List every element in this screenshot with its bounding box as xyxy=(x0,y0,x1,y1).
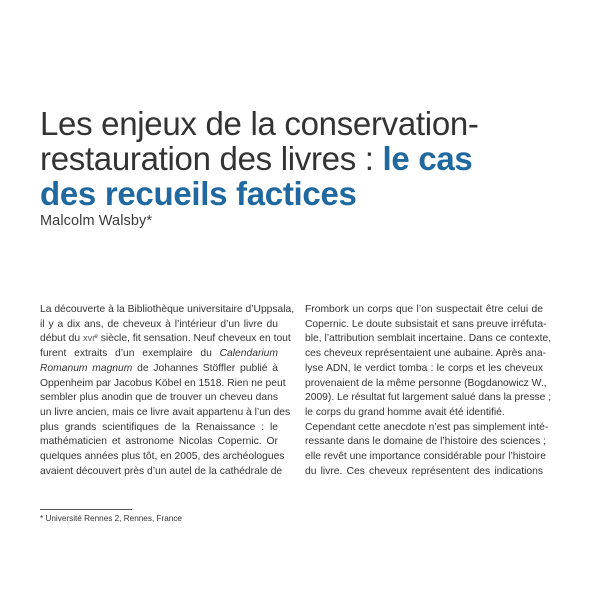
right-line: Cependant cette anecdote n’est pas simplement inté- xyxy=(305,421,549,433)
footnote-rule xyxy=(40,509,132,510)
right-line: 2009). Le résultat fut largement salué dans la presse ; xyxy=(305,392,552,404)
left-line: furent extraits d’un exemplaire du Calendarium xyxy=(40,348,278,360)
title-line-2-accent: le cas xyxy=(382,140,473,177)
article-title xyxy=(40,106,580,211)
right-line: elle revêt une importance considérable pour l’histoire xyxy=(305,451,546,463)
right-line: Frombork un corps que l’on suspectait être celui de xyxy=(305,304,543,315)
body-column-left xyxy=(40,303,295,479)
left-line: il y a dix ans, de cheveux à l’intérieur d’un livre du xyxy=(40,318,278,330)
right-line: ble, l’attribution semblait incertaine. Dans ce contexte, xyxy=(305,333,552,345)
right-line: du livre. Ces cheveux représentent des indications xyxy=(305,465,543,477)
footnote: * Université Rennes 2, Rennes, France xyxy=(40,514,182,523)
right-line: ces cheveux représentaient une aubaine. Après ana- xyxy=(305,348,546,360)
left-line: avaient découvert près d’un autel de la cathédrale de xyxy=(40,465,283,477)
title-line-2 xyxy=(40,141,580,176)
body-column-right xyxy=(305,303,552,479)
title-line-3-accent: des recueils factices xyxy=(40,175,357,212)
left-line: sembler plus anodin que de trouver un cheveu dans xyxy=(40,392,278,404)
left-line: un livre ancien, mais ce livre avait appartenu à l’un des xyxy=(40,406,291,418)
title-line-1: Les enjeux de la conservation- xyxy=(40,105,479,142)
author-name: Malcolm Walsby* xyxy=(40,213,153,229)
left-line: plus grands scientifiques de la Renaissance : le xyxy=(40,421,278,433)
left-line: La découverte à la Bibliothèque universitaire d’Uppsala, xyxy=(40,304,295,315)
left-line: Oppenheim par Jacobus Köbel en 1518. Rien ne peut xyxy=(40,377,286,389)
left-line: mathématicien et astronome Nicolas Copernic. Or xyxy=(40,436,278,448)
left-line: Romanum magnum de Johannes Stöffler publié à xyxy=(40,362,278,374)
left-line: quelques années plus tôt, en 2005, des archéologues xyxy=(40,451,285,463)
right-line: le corps du grand homme avait été identifié. xyxy=(305,406,505,418)
right-line: lyse ADN, le verdict tomba : le corps et les cheveux xyxy=(305,362,543,374)
title-line-2-plain: restauration des livres : xyxy=(40,140,383,177)
left-line: début du xvi$^e$ siècle, fit sensation. Neuf cheveux en tout xyxy=(40,333,291,345)
right-line: provenaient de la même personne (Bogdanowicz W., xyxy=(305,377,547,389)
right-line: Copernic. Le doute subsistait et sans preuve irréfuta- xyxy=(305,318,547,330)
right-line: ressante dans le domaine de l’histoire des sciences ; xyxy=(305,436,546,448)
